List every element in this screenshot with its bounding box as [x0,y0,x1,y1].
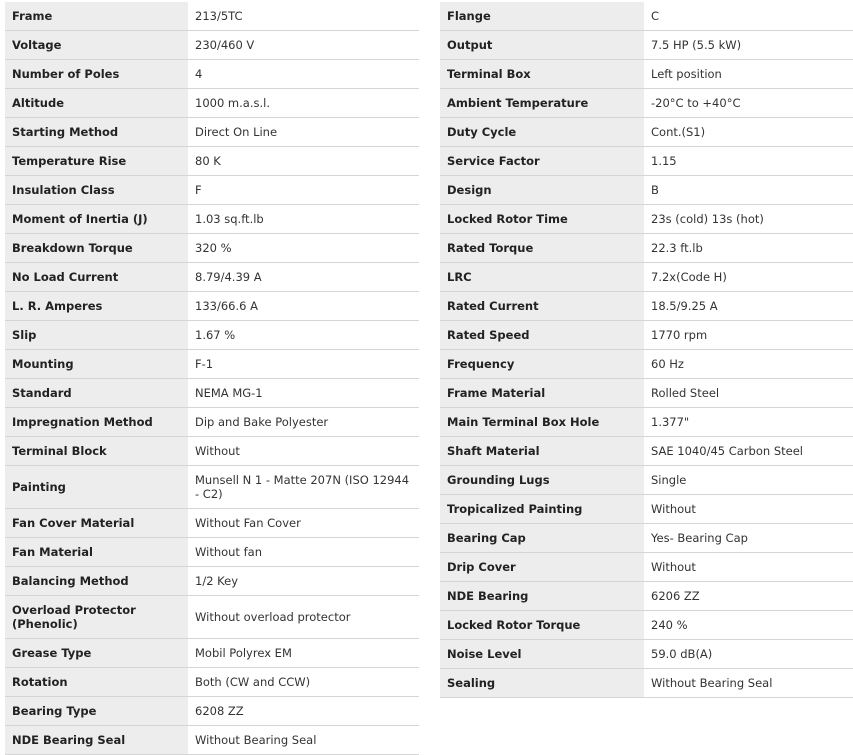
spec-label: Altitude [5,89,188,117]
spec-value: Cont.(S1) [644,118,853,146]
spec-label: Output [440,31,644,59]
spec-value: 6206 ZZ [644,582,853,610]
spec-row [440,176,853,205]
spec-value: 1.67 % [188,321,419,349]
spec-value: Without overload protector [188,596,419,638]
spec-row [440,89,853,118]
spec-value: 240 % [644,611,853,639]
spec-label: Main Terminal Box Hole [440,408,644,436]
spec-row [440,263,853,292]
spec-value: Without Fan Cover [188,509,419,537]
spec-value: 7.5 HP (5.5 kW) [644,31,853,59]
spec-value: 1/2 Key [188,567,419,595]
spec-row [5,321,419,350]
spec-label: Starting Method [5,118,188,146]
spec-label: Locked Rotor Time [440,205,644,233]
spec-label: Rated Speed [440,321,644,349]
spec-row [440,147,853,176]
spec-value: Without Bearing Seal [188,726,419,754]
spec-row [5,726,419,755]
spec-label: Ambient Temperature [440,89,644,117]
spec-label: Temperature Rise [5,147,188,175]
spec-label: Terminal Box [440,60,644,88]
spec-row [440,553,853,582]
spec-row [5,437,419,466]
spec-row [5,697,419,726]
spec-label: Breakdown Torque [5,234,188,262]
spec-label: Fan Material [5,538,188,566]
spec-label: Voltage [5,31,188,59]
spec-label: Rotation [5,668,188,696]
spec-label: Standard [5,379,188,407]
spec-row [440,234,853,263]
spec-row [440,350,853,379]
spec-row [5,176,419,205]
spec-row [5,60,419,89]
spec-row [5,205,419,234]
spec-label: Noise Level [440,640,644,668]
spec-row [440,495,853,524]
spec-value: SAE 1040/45 Carbon Steel [644,437,853,465]
spec-label: Number of Poles [5,60,188,88]
spec-row [440,524,853,553]
spec-value: 1000 m.a.s.l. [188,89,419,117]
spec-row [5,118,419,147]
spec-value: C [644,2,853,30]
spec-row [5,379,419,408]
spec-row [5,234,419,263]
spec-row [5,668,419,697]
spec-label: Tropicalized Painting [440,495,644,523]
spec-label: NDE Bearing [440,582,644,610]
spec-row [5,350,419,379]
spec-label: Bearing Cap [440,524,644,552]
spec-label: No Load Current [5,263,188,291]
spec-row [440,321,853,350]
spec-label: Moment of Inertia (J) [5,205,188,233]
spec-row [440,205,853,234]
spec-value: Dip and Bake Polyester [188,408,419,436]
spec-label: Frame [5,2,188,30]
spec-row [5,596,419,639]
spec-value: 23s (cold) 13s (hot) [644,205,853,233]
spec-value: 8.79/4.39 A [188,263,419,291]
spec-label: Grease Type [5,639,188,667]
spec-row [5,466,419,509]
spec-label: Grounding Lugs [440,466,644,494]
spec-label: NDE Bearing Seal [5,726,188,754]
spec-value: NEMA MG-1 [188,379,419,407]
spec-value: Without [644,495,853,523]
spec-value: 60 Hz [644,350,853,378]
spec-row [5,89,419,118]
spec-value: F [188,176,419,204]
spec-row [440,292,853,321]
spec-value: Without [188,437,419,465]
spec-value: B [644,176,853,204]
spec-value: Single [644,466,853,494]
spec-row [5,2,419,31]
spec-value: 1.03 sq.ft.lb [188,205,419,233]
spec-value: Without Bearing Seal [644,669,853,697]
spec-label: Sealing [440,669,644,697]
spec-label: Service Factor [440,147,644,175]
spec-value: 1.15 [644,147,853,175]
spec-label: Shaft Material [440,437,644,465]
spec-value: Left position [644,60,853,88]
spec-label: LRC [440,263,644,291]
spec-value: 59.0 dB(A) [644,640,853,668]
spec-value: 4 [188,60,419,88]
spec-value: Rolled Steel [644,379,853,407]
spec-row [5,292,419,321]
spec-row [440,60,853,89]
spec-row [440,2,853,31]
spec-row [440,379,853,408]
spec-value: -20°C to +40°C [644,89,853,117]
spec-label: Frame Material [440,379,644,407]
spec-row [440,466,853,495]
spec-value: 1770 rpm [644,321,853,349]
spec-label: Balancing Method [5,567,188,595]
spec-label: Impregnation Method [5,408,188,436]
spec-row [440,118,853,147]
spec-value: 6208 ZZ [188,697,419,725]
spec-value: Mobil Polyrex EM [188,639,419,667]
spec-label: Slip [5,321,188,349]
spec-label: Bearing Type [5,697,188,725]
spec-label: Rated Current [440,292,644,320]
spec-label: Painting [5,466,188,508]
spec-value: Without [644,553,853,581]
spec-row [440,582,853,611]
spec-label: Flange [440,2,644,30]
spec-row [5,538,419,567]
spec-table-left [5,2,419,755]
spec-label: Terminal Block [5,437,188,465]
spec-row [440,669,853,698]
spec-label: Rated Torque [440,234,644,262]
spec-value: 22.3 ft.lb [644,234,853,262]
spec-value: 230/460 V [188,31,419,59]
spec-value: 7.2x(Code H) [644,263,853,291]
spec-value: Without fan [188,538,419,566]
spec-value: Munsell N 1 - Matte 207N (ISO 12944 - C2) [188,466,419,508]
spec-label: Frequency [440,350,644,378]
spec-row [5,147,419,176]
spec-row [5,31,419,60]
spec-value: 1.377" [644,408,853,436]
spec-value: Both (CW and CCW) [188,668,419,696]
spec-value: 80 K [188,147,419,175]
spec-value: 320 % [188,234,419,262]
spec-row [5,263,419,292]
spec-row [5,567,419,596]
spec-label: L. R. Amperes [5,292,188,320]
spec-value: Direct On Line [188,118,419,146]
spec-label: Locked Rotor Torque [440,611,644,639]
spec-row [440,437,853,466]
spec-row [5,639,419,668]
spec-label: Mounting [5,350,188,378]
spec-value: 18.5/9.25 A [644,292,853,320]
spec-label: Overload Protector (Phenolic) [5,596,188,638]
spec-label: Fan Cover Material [5,509,188,537]
spec-value: F-1 [188,350,419,378]
spec-value: 213/5TC [188,2,419,30]
spec-label: Insulation Class [5,176,188,204]
spec-table-right [440,2,853,698]
spec-row [440,408,853,437]
spec-value: Yes- Bearing Cap [644,524,853,552]
spec-value: 133/66.6 A [188,292,419,320]
spec-row [440,31,853,60]
spec-row [5,509,419,538]
spec-label: Drip Cover [440,553,644,581]
spec-row [440,640,853,669]
spec-label: Design [440,176,644,204]
spec-label: Duty Cycle [440,118,644,146]
spec-row [5,408,419,437]
spec-row [440,611,853,640]
